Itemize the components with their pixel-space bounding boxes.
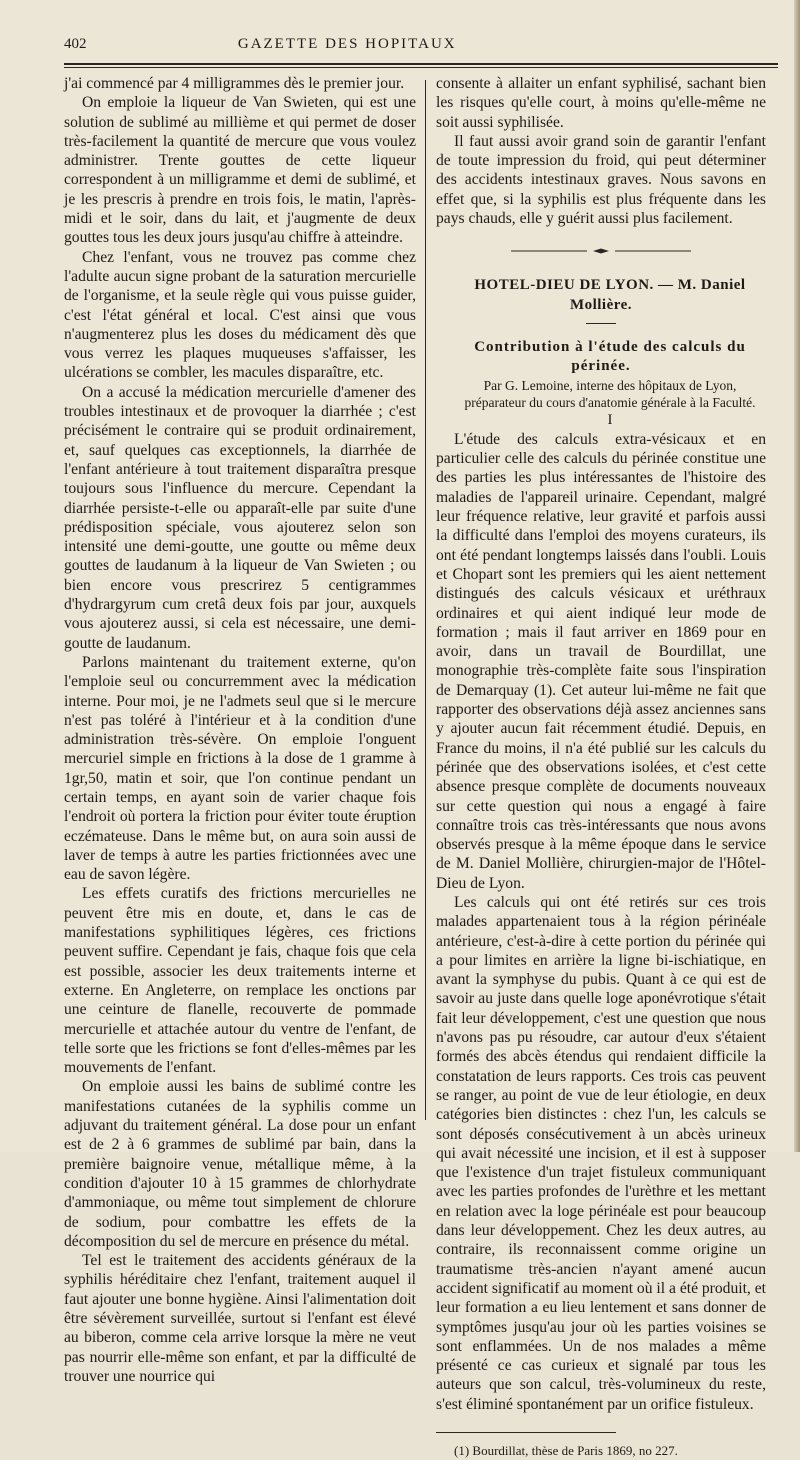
footnote: (1) Bourdillat, thèse de Paris 1869, no 227. (454, 1443, 678, 1458)
paragraph: On a accusé la médication mercurielle d'amener des troubles intestinaux et de provoquer la diarrhée ; c'est précisément le contraire qui se produit ordinairement, et, sauf quelques cas exceptionnels, la diarrhée de l'enfant antérieure à tout traitement disparaîtra presque toujours sous l'influence du mercure. Cependant la diarrhée persiste-t-elle ou apparaît-elle par suite d'une prédisposition spéciale, vous ajouterez selon son intensité une demi-goutte, une goutte ou même deux gouttes de laudanum à la liqueur de Van Swieten ; ou bien encore vous prescrirez 5 centigrammes d'hydrargyrum cum cretâ deux fois par jour, auxquels vous ajouterez aussi, si cela est nécessaire, une demi-goutte de laudanum. (64, 383, 416, 652)
paragraph: j'ai commencé par 4 milligrammes dès le premier jour. (64, 75, 405, 92)
right-column (436, 74, 766, 1460)
paragraph: On emploie la liqueur de Van Swieten, qui est une solution de sublimé au millième et qui permet de doser très-facilement la quantité de mercure que vous voulez administrer. Trente gouttes de cette liqueur correspondent à un milligramme et demi de sublimé, et je les prescris à prendre en trois fois, le matin, l'après-midi et le soir, dans du lait, et j'augmente de deux gouttes tous les deux jours jusqu'au chiffre à atteindre. (64, 94, 416, 247)
section-numeral: I (607, 411, 613, 428)
header-rule (64, 63, 778, 68)
left-column (64, 74, 416, 1386)
page-number: 402 (64, 36, 87, 52)
paragraph: Chez l'enfant, vous ne trouvez pas comme chez l'adulte aucun signe probant de la saturation mercurielle de l'organisme, et la seule règle qui vous puisse guider, c'est l'état général et local. C'est ainsi que vous n'augmenterez plus les doses du médicament dès que vous verrez les plaques muqueuses s'affaisser, les ulcérations se combler, les macules disparaître, etc. (64, 248, 416, 382)
journal-title: GAZETTE DES HOPITAUX (237, 36, 457, 52)
paragraph: Il faut aussi avoir grand soin de garantir l'enfant de toute impression du froid, qui peut déterminer des accidents intestinaux graves. Nous savons en effet que, si la syphilis est plus fréquente dans les pays chauds, elle y guérit aussi plus facilement. (436, 132, 766, 228)
paragraph: Tel est le traitement des accidents généraux de la syphilis héréditaire chez l'enfant, traitement auquel il faut ajouter une bonne hygiène. Ainsi l'alimentation doit être sévèrement surveillée, surtout si l'enfant est élevé au biberon, comme cela arrive lorsque la mère ne veut pas nourrir elle-même son enfant, et par la difficulté de trouver une nourrice qui (64, 1252, 416, 1385)
paragraph: Les calculs qui ont été retirés sur ces trois malades appartenaient tous à la région périnéale antérieure, c'est-à-dire à cette portion du périnée qui a pour limites en arrière la ligne bi-ischiatique, en avant la symphyse du pubis. Quant à ce qui est de savoir au juste dans quelle loge aponévrotique s'était fait leur développement, c'est une question que nous n'avons pas pu résoudre, car autour d'eux s'étaient formés des abcès étendus qui rendaient difficile la constatation de leurs rapports. Ces trois cas peuvent se ranger, au point de vue de leur étiologie, en deux catégories bien distinctes : chez l'un, les calculs se sont déposés consécutivement à un abcès urineux qui avait nécessité une incision, et il est à supposer que l'existence d'un trajet fistuleux communiquant avec les parties profondes de l'urèthre et les mettant en relation avec la loge périnéale est pour beaucoup dans leur développement. Chez les deux autres, au contraire, ils reconnaissent comme origine un traumatisme très-ancien n'ayant amené aucun accident significatif au moment où il a été produit, et leur formation a eu lieu lentement et sans donner de symptômes jusqu'au jour où les parties voisines se sont enflammées. Un de nos malades a même présenté ce cas curieux et signalé par tous les auteurs que son calcul, très-volumineux du reste, s'est éliminé spontanément par un orifice fistuleux. (436, 893, 766, 1413)
footnote-rule (436, 1432, 616, 1433)
paragraph: consente à allaiter un enfant syphilisé, sachant bien les risques qu'elle court, à moins qu'elle-même ne soit aussi syphilisée. (436, 75, 766, 131)
paragraph: On emploie aussi les bains de sublimé contre les manifestations cutanées de la syphilis comme un adjuvant du traitement général. La dose pour un enfant est de 2 à 6 grammes de sublimé par bain, dans la première baignoire venue, métallique même, à la condition d'ajouter 10 à 15 grammes de chlorhydrate d'ammoniaque, ou même tout simplement de chlorure de sodium, pour combattre les effets de la décomposition du sel de mercure en présence du métal. (64, 1078, 416, 1250)
article-title: Contribution à l'étude des calculs du périnée. (474, 338, 746, 375)
short-rule (586, 323, 616, 324)
paragraph: Les effets curatifs des frictions mercurielles ne peuvent être mis en doute, et, dans le cas de manifestations syphilitiques légères, ces frictions peuvent suffire. Cependant je fais, chaque fois que cela est possible, associer les deux traitements interne et externe. En Angleterre, on remplace les onctions par une ceinture de flanelle, recouverte de pommade mercurielle et attachée autour du ventre de l'enfant, de telle sorte que les frictions se font d'elles-mêmes par les mouvements de l'enfant. (64, 885, 416, 1077)
column-separator (425, 80, 426, 1120)
paragraph: L'étude des calculs extra-vésicaux et en particulier celle des calculs du périnée constitue une des parties les plus intéressantes de l'histoire des maladies de l'appareil urinaire. Cependant, malgré leur fréquence relative, leur gravité et parfois aussi la difficulté dans l'emploi des moyens curateurs, ils ont été pendant longtemps laissés dans l'oubli. Louis et Chopart sont les premiers qui les aient nettement distingués des calculs vésicaux et uréthraux ordinaires et qui aient indiqué leur mode de formation ; mais il faut arriver en 1869 pour en avoir, dans un travail de Bourdillat, une monographie très-complète faite sous l'inspiration de Demarquay (1). Cet auteur lui-même ne fait que rapporter des observations déjà assez anciennes sans y ajouter aucun fait récemment étudié. Depuis, en France du moins, il n'a été publié sur les calculs du périnée que des observations isolées, et c'est cette absence presque complète de documents nouveaux sur cette question qui nous a engagé à faire connaître trois cas très-intéressants que nous avons observés presque à la même époque dans le service de M. Daniel Mollière, chirurgien-major de l'Hôtel-Dieu de Lyon. (436, 430, 766, 892)
byline: Par G. Lemoine, interne des hôpitaux de Lyon, (483, 377, 737, 393)
section-title: HOTEL-DIEU DE LYON. — M. Daniel Mollière. (474, 277, 746, 313)
ornamental-divider (511, 248, 691, 254)
page-header (64, 36, 778, 62)
page-edge-shadow (794, 0, 800, 1152)
paragraph: Parlons maintenant du traitement externe, qu'on l'emploie seul ou concurremment avec la médication interne. Pour moi, je ne l'admets seul que si le mercure n'est pas toléré à l'intérieur et à la condition d'une administration très-sévère. On emploie l'onguent mercuriel simple en frictions à la dose de 1 gramme à 1gr,50, matin et soir, que l'on continue pendant un certain temps, en ayant soin de varier chaque fois l'endroit où portera la friction pour éviter toute éruption eczémateuse. Dans le même but, on aura soin aussi de laver de temps à autre les parties frictionnées avec une eau de savon légère. (64, 653, 416, 884)
byline-affiliation: préparateur du cours d'anatomie générale à la Faculté. (464, 394, 756, 410)
